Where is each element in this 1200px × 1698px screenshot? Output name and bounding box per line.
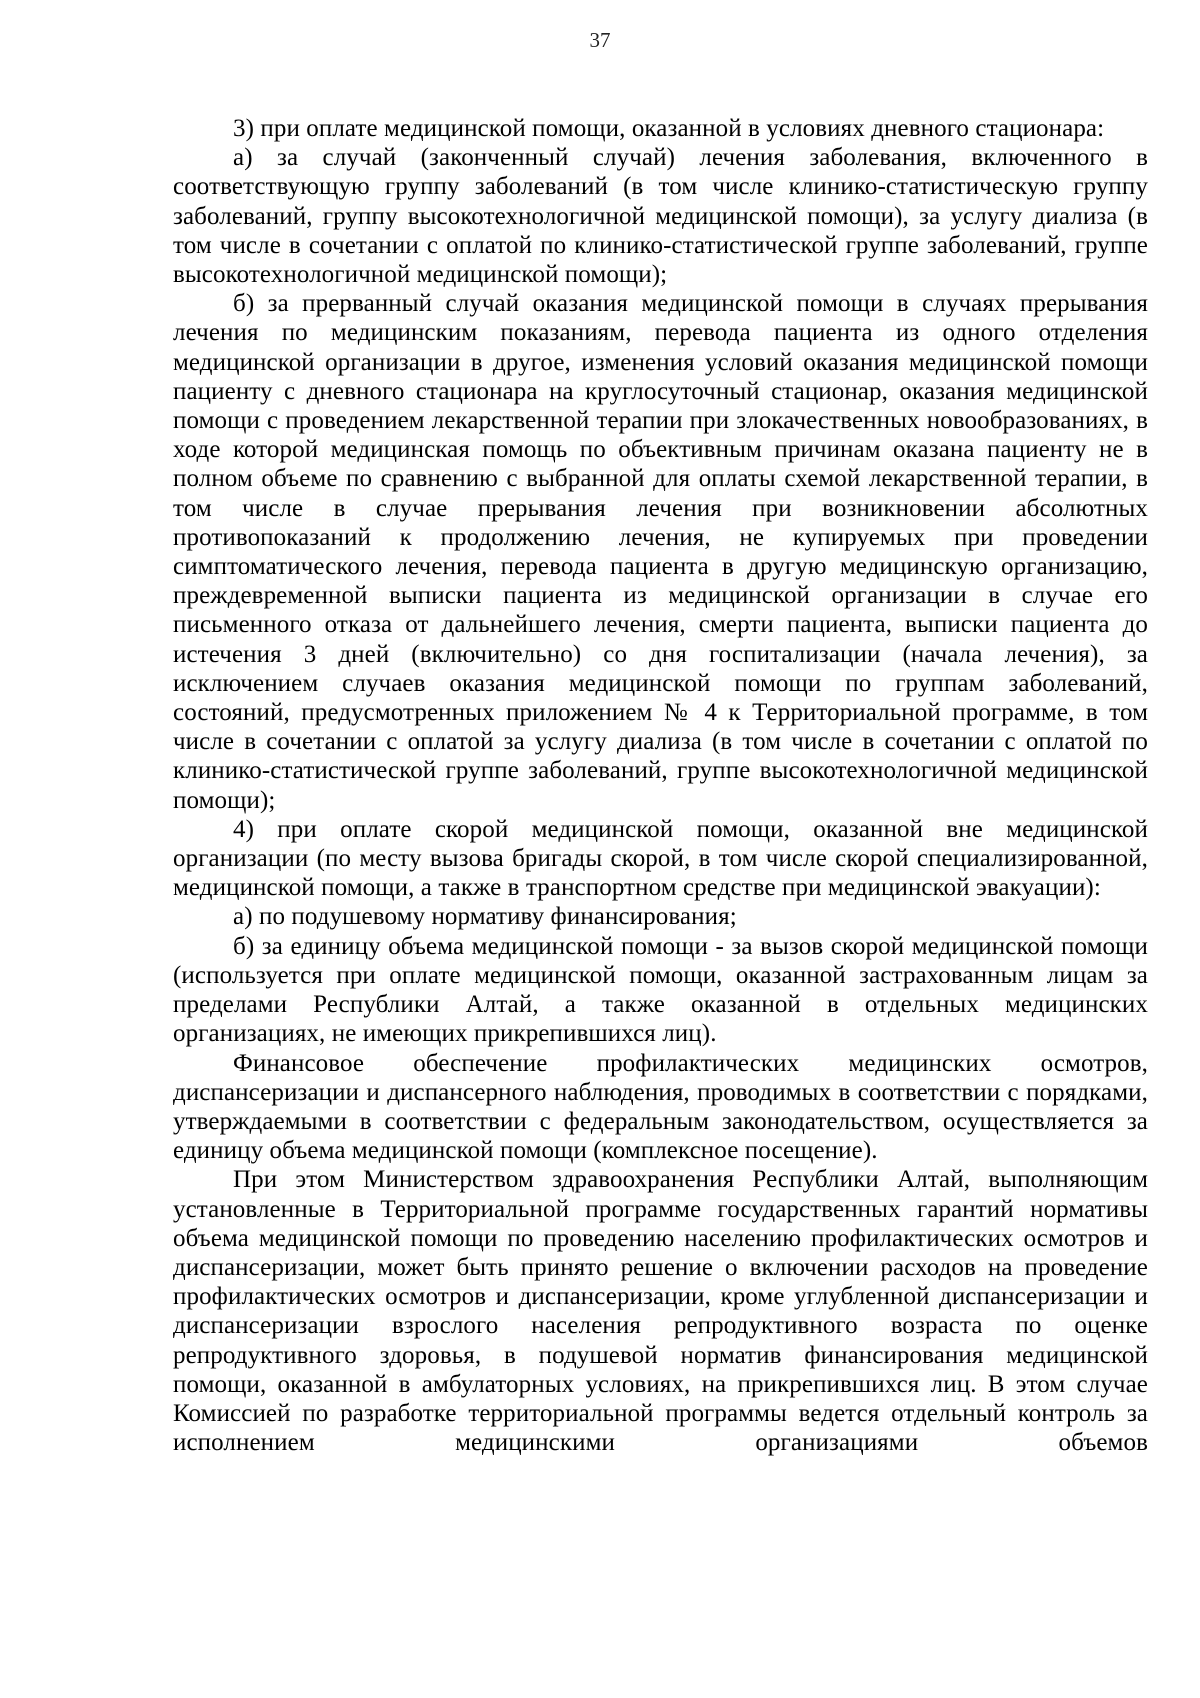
paragraph-completed-case: а) за случай (законченный случай) лечения заболевания, включенного в соответствующую группу заболеваний (в том числе клинико-статистическую группу заболеваний, группу высокотехнологичной медицинской помощи), за услугу диализа (в том числе в сочетании с оплатой по клинико-статистической группе заболеваний, группе высокотехнологичной медицинской помощи); (173, 144, 1148, 289)
paragraph-emergency-care-payment: 4) при оплате скорой медицинской помощи, оказанной вне медицинской организации (по месту вызова бригады скорой, в том числе скорой специализированной, медицинской помощи, а также в транспортном средстве при медицинской эвакуации): (173, 815, 1148, 902)
paragraph-preventive-exams-funding: Финансовое обеспечение профилактических медицинских осмотров, диспансеризации и диспансерного наблюдения, проводимых в соответствии с порядками, утверждаемыми в соответствии с федеральным законодательством, осуществляется за единицу объема медицинской помощи (комплексное посещение). (173, 1049, 1148, 1165)
paragraph-interrupted-case: б) за прерванный случай оказания медицинской помощи в случаях прерывания лечения по медицинским показаниям, перевода пациента из одного отделения медицинской организации в другое, изменения условий оказания медицинской помощи пациенту с дневного стационара на круглосуточный стационар, оказания медицинской помощи с проведением лекарственной терапии при злокачественных новообразованиях, в ходе которой медицинская помощь по объективным причинам оказана пациенту не в полном объеме по сравнению с выбранной для оплаты схемой лекарственной терапии, в том числе в случае прерывания лечения при возникновении абсолютных противопоказаний к продолжению лечения, не купируемых при проведении симптоматического лечения, перевода пациента в другую медицинскую организацию, преждевременной выписки пациента из медицинской организации в случае его письменного отказа от дальнейшего лечения, смерти пациента, выписки пациента до истечения 3 дней (включительно) со дня госпитализации (начала лечения), за исключением случаев оказания медицинской помощи по группам заболеваний, состояний, предусмотренных приложением № 4 к Территориальной программе, в том числе в сочетании с оплатой за услугу диализа (в том числе в сочетании с оплатой по клинико-статистической группе заболеваний, группе высокотехнологичной медицинской помощи); (173, 290, 1148, 814)
page-number: 37 (589, 28, 611, 52)
paragraph-ministry-decision: При этом Министерством здравоохранения Республики Алтай, выполняющим установленные в Территориальной программе государственных гарантий нормативы объема медицинской помощи по проведению населению профилактических осмотров и диспансеризации, может быть принято решение о включении расходов на проведение профилактических осмотров и диспансеризации, кроме углубленной диспансеризации и диспансеризации взрослого населения репродуктивного возраста по оценке репродуктивного здоровья, в подушевой норматив финансирования медицинской помощи, оказанной в амбулаторных условиях, на прикрепившихся лиц. В этом случае Комиссией по разработке территориальной программы ведется отдельный контроль за исполнением медицинскими организациями объемов (173, 1166, 1148, 1457)
paragraph-day-hospital-payment: 3) при оплате медицинской помощи, оказанной в условиях дневного стационара: (233, 115, 1105, 142)
paragraph-per-call-unit: б) за единицу объема медицинской помощи - за вызов скорой медицинской помощи (используется при оплате медицинской помощи, оказанной застрахованным лицам за пределами Республики Алтай, а также оказанной в отдельных медицинских организациях, не имеющих прикрепившихся лиц). (173, 932, 1148, 1048)
body-text (173, 114, 1148, 1457)
paragraph-per-capita-norm: а) по подушевому нормативу финансирования; (233, 903, 737, 931)
